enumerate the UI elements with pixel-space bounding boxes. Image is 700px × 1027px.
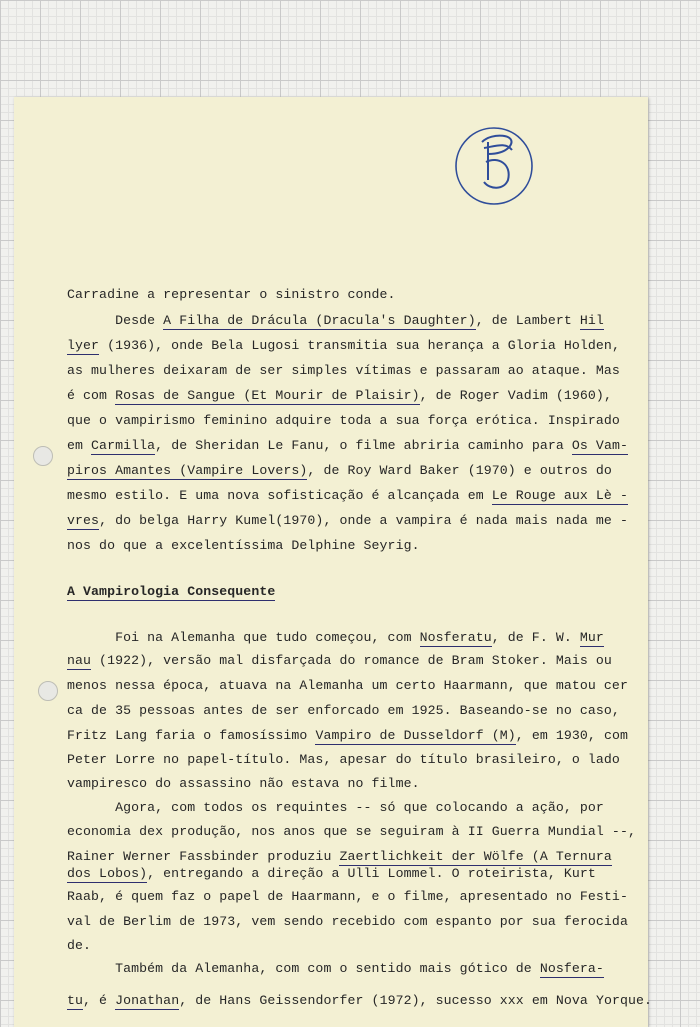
text-line [67, 584, 275, 600]
text-segment: em [67, 438, 92, 453]
underlined-title: piros Amantes (Vampire Lovers) [67, 463, 308, 478]
text-segment: (1936), onde Bela Lugosi transmitia sua herança a Gloria Holden, [99, 338, 620, 353]
text-line [67, 363, 620, 379]
text-line [67, 287, 396, 303]
text-segment: , de Hans Geissendorfer (1972), sucesso [179, 993, 500, 1008]
text-segment: Também da Alemanha, com com o sentido mais gótico de [67, 961, 540, 976]
underlined-title: Nosfera- [539, 961, 604, 976]
underlined-title: Zaertlichkeit der Wölfe (A Ternura [339, 849, 612, 864]
text-segment: , de Lambert [475, 313, 580, 328]
underlined-title: nau [67, 653, 92, 668]
text-line [67, 513, 628, 529]
text-line [67, 889, 628, 905]
text-segment: , de F. W. [491, 630, 580, 645]
text-line [67, 776, 420, 792]
text-line [67, 703, 620, 719]
underlined-title: vres [67, 513, 100, 528]
text-segment: mesmo estilo. E uma nova sofisticação é alcançada em [67, 488, 492, 503]
text-line [67, 800, 604, 816]
text-line [67, 463, 612, 479]
text-segment: Fritz Lang faria o famosíssimo [67, 728, 316, 743]
text-line [67, 752, 620, 768]
underlined-title: Nosferatu [419, 630, 492, 645]
underlined-title: Rosas de Sangue (Et Mourir de Plaisir) [115, 388, 420, 403]
text-segment: , do belga Harry Kumel(1970), onde a vampira é nada mais nada me - [99, 513, 628, 528]
text-line [67, 866, 596, 882]
handwritten-page-number-stamp [452, 124, 536, 208]
text-segment: , é [83, 993, 116, 1008]
text-line [67, 678, 628, 694]
underlined-title: Carmilla [91, 438, 156, 453]
text-segment: Raab, é quem faz o papel de Haarmann, e o filme, apresentado no Festi- [67, 889, 628, 904]
text-segment: (1922), versão mal disfarçada do romance de Bram Stoker. Mais ou [91, 653, 612, 668]
text-line [67, 338, 620, 354]
text-segment: Desde [67, 313, 164, 328]
text-segment: val de Berlim de 1973, vem sendo recebido com espanto por sua ferocida [67, 914, 628, 929]
text-segment: que o vampirismo feminino adquire toda a sua força erótica. Inspirado [67, 413, 620, 428]
text-segment: Carradine a representar o sinistro conde. [67, 287, 396, 302]
text-segment: ca de 35 pessoas antes de ser enforcado em 1925. Baseando-se no caso, [67, 703, 620, 718]
underlined-title: lyer [67, 338, 100, 353]
text-segment: em Nova Yorque. [523, 993, 653, 1008]
underlined-title: Mur [579, 630, 604, 645]
underlined-title: Vampiro de Dusseldorf (M) [315, 728, 516, 743]
text-segment: vampiresco do assassino não estava no filme. [67, 776, 420, 791]
text-segment: , de Roger Vadim (1960), [419, 388, 612, 403]
text-segment: , de Roy Ward Baker (1970) e outros do [307, 463, 612, 478]
underlined-title: Os Vam- [571, 438, 628, 453]
text-segment: Foi na Alemanha que tudo começou, com [67, 630, 420, 645]
text-segment: as mulheres deixaram de ser simples vítimas e passaram ao ataque. Mas [67, 363, 620, 378]
text-line [67, 914, 628, 930]
text-line [67, 438, 628, 454]
text-segment: menos nessa época, atuava na Alemanha um certo Haarmann, que matou cer [67, 678, 628, 693]
text-line [67, 824, 636, 840]
text-line [67, 653, 612, 669]
text-segment: nos do que a excelentíssima Delphine Seyrig. [67, 538, 420, 553]
text-segment: Agora, com todos os requintes -- só que colocando a ação, por [67, 800, 604, 815]
text-segment: , em 1930, com [515, 728, 628, 743]
underlined-title: Le Rouge aux Lè - [491, 488, 628, 503]
text-line [67, 388, 612, 404]
text-line [67, 488, 628, 504]
underlined-title: tu [67, 993, 84, 1008]
text-line [67, 849, 612, 865]
text-segment: Rainer Werner Fassbinder produziu [67, 849, 340, 864]
punch-hole-upper [33, 446, 53, 466]
text-line [67, 413, 620, 429]
text-line [67, 313, 604, 329]
text-line [67, 538, 420, 554]
text-line [67, 630, 604, 646]
underlined-title: A Filha de Drácula (Dracula's Daughter) [163, 313, 476, 328]
text-segment: Peter Lorre no papel-título. Mas, apesar do título brasileiro, o lado [67, 752, 620, 767]
text-line [67, 993, 652, 1009]
text-line [67, 961, 604, 977]
text-segment: xxx [499, 993, 524, 1008]
underlined-title: A Vampirologia Consequente [67, 584, 276, 599]
text-segment: é com [67, 388, 116, 403]
text-segment: economia dex produção, nos anos que se seguiram à II Guerra Mundial --, [67, 824, 636, 839]
underlined-title: dos Lobos) [67, 866, 148, 881]
underlined-title: Hil [579, 313, 604, 328]
text-segment: , de Sheridan Le Fanu, o filme abriria caminho para [155, 438, 572, 453]
text-line [67, 728, 628, 744]
underlined-title: Jonathan [115, 993, 180, 1008]
document-sheet [14, 97, 648, 1027]
text-line [67, 938, 91, 954]
text-segment: , entregando a direção a Ulli Lommel. O roteirista, Kurt [147, 866, 596, 881]
text-segment: de. [67, 938, 92, 953]
punch-hole-lower [38, 681, 58, 701]
